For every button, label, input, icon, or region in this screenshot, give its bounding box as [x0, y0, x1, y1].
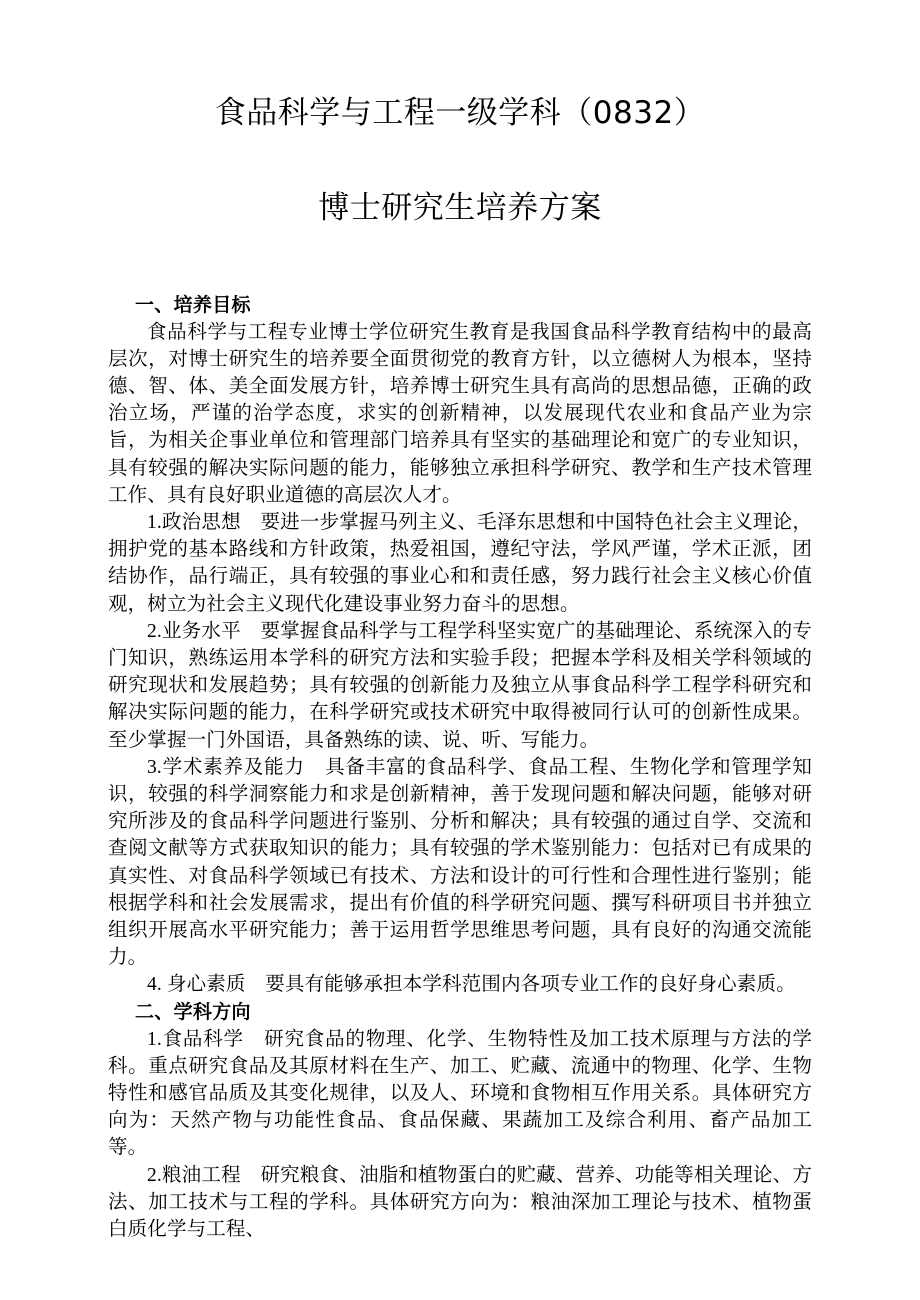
section-heading-cultivation-objectives: 一、培养目标 — [135, 293, 251, 316]
paragraph-professional-level: 2.业务水平 要掌握食品科学与工程学科坚实宽广的基础理论、系统深入的专门知识，熟练运用本学科的研究方法和实验手段；把握本学科及相关学科领域的研究现状和发展趋势；具有较强的创新能力及独立从事食品科学工程学科研究和解决实际问题的能力，在科学研究或技术研究中取得被同行认可的创新性成果。至少掌握一门外国语，具备熟练的读、说、听、写能力。 — [108, 620, 812, 751]
document-title-line-1: 食品科学与工程一级学科（0832） — [214, 95, 706, 131]
document-title-line-2: 博士研究生培养方案 — [318, 189, 602, 226]
paragraph-grain-oil-engineering: 2.粮油工程 研究粮食、油脂和植物蛋白的贮藏、营养、功能等相关理论、方法、加工技术与工程的学科。具体研究方向为：粮油深加工理论与技术、植物蛋白质化学与工程、 — [108, 1164, 812, 1240]
paragraph-overview: 食品科学与工程专业博士学位研究生教育是我国食品科学教育结构中的最高层次，对博士研究生的培养要全面贯彻党的教育方针，以立德树人为根本，坚持德、智、体、美全面发展方针，培养博士研究生具有高尚的思想品德，正确的政治立场，严谨的治学态度，求实的创新精神，以发展现代农业和食品产业为宗旨，为相关企事业单位和管理部门培养具有坚实的基础理论和宽广的专业知识，具有较强的解决实际问题的能力，能够独立承担科学研究、教学和生产技术管理工作、具有良好职业道德的高层次人才。 — [108, 321, 812, 506]
section-heading-discipline-directions: 二、学科方向 — [135, 1000, 251, 1023]
paragraph-political-thought: 1.政治思想 要进一步掌握马列主义、毛泽东思想和中国特色社会主义理论，拥护党的基本路线和方针政策，热爱祖国，遵纪守法，学风严谨，学术正派，团结协作，品行端正，具有较强的事业心和和责任感，努力践行社会主义核心价值观，树立为社会主义现代化建设事业努力奋斗的思想。 — [108, 511, 812, 615]
paragraph-food-science: 1.食品科学 研究食品的物理、化学、生物特性及加工技术原理与方法的学科。重点研究食品及其原材料在生产、加工、贮藏、流通中的物理、化学、生物特性和感官品质及其变化规律，以及人、环境和食物相互作用关系。具体研究方向为：天然产物与功能性食品、食品保藏、果蔬加工及综合利用、畜产品加工等。 — [108, 1028, 812, 1159]
document-content — [108, 0, 812, 1243]
paragraph-physical-mental-quality: 4. 身心素质 要具有能够承担本学科范围内各项专业工作的良好身心素质。 — [147, 974, 796, 996]
paragraph-academic-ability: 3.学术素养及能力 具备丰富的食品科学、食品工程、生物化学和管理学知识，较强的科学洞察能力和求是创新精神，善于发现问题和解决问题，能够对研究所涉及的食品科学问题进行鉴别、分析和解决；具有较强的通过自学、交流和查阅文献等方式获取知识的能力；具有较强的学术鉴别能力：包括对已有成果的真实性、对食品科学领域已有技术、方法和设计的可行性和合理性进行鉴别；能根据学科和社会发展需求，提出有价值的科学研究问题、撰写科研项目书并独立组织开展高水平研究能力；善于运用哲学思维思考问题，具有良好的沟通交流能力。 — [108, 756, 812, 969]
